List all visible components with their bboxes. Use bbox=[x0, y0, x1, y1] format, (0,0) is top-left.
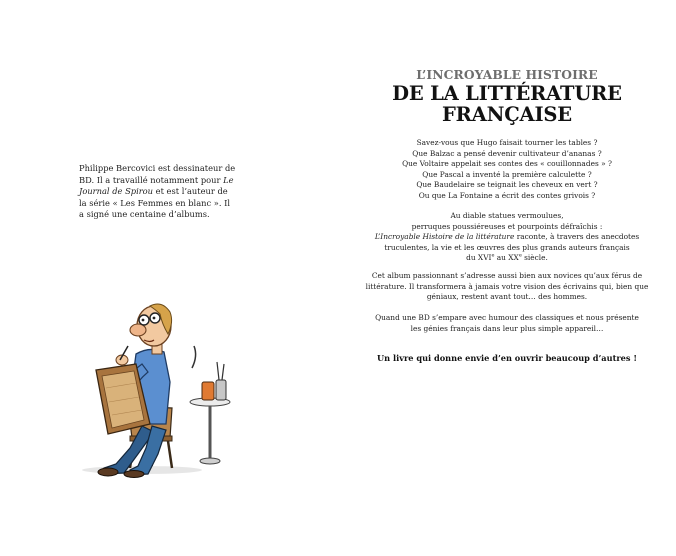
para2-line-4: truculentes, la vie et les œuvres des plus grands auteurs français bbox=[384, 242, 630, 252]
para3-line: littérature. Il transformera à jamais votre vision des écrivains qui, bien que bbox=[365, 281, 649, 291]
title-kicker: L’INCROYABLE HISTOIRE bbox=[416, 67, 598, 82]
tagline: Un livre qui donne envie d’en ouvrir beaucoup d’autres ! bbox=[377, 353, 637, 363]
title-line-1: DE LA LITTÉRATURE bbox=[392, 82, 622, 105]
question-line: Que Balzac a pensé devenir cultivateur d’ananas ? bbox=[412, 148, 602, 158]
century-sup-1: e bbox=[491, 252, 495, 259]
para2-line-5 bbox=[338, 253, 676, 264]
blurb-paragraph-3 bbox=[338, 271, 676, 303]
blurb-paragraph-4 bbox=[338, 313, 676, 334]
century-sup-2: e bbox=[518, 252, 522, 259]
para4-line: Quand une BD s’empare avec humour des classiques et nous présente bbox=[375, 313, 639, 322]
question-line: Que Pascal a inventé la première calculette ? bbox=[422, 169, 592, 179]
bio-text-1: Philippe Bercovici est dessinateur de BD. Il a travaillé notamment pour bbox=[79, 163, 236, 185]
question-line: Ou que La Fontaine a écrit des contes grivois ? bbox=[418, 190, 596, 200]
bio-text-2: et est l’auteur de la série « Les Femmes en blanc ». Il a signé une centaine d’albums. bbox=[79, 186, 231, 220]
century-suffix: siècle. bbox=[521, 253, 548, 263]
para2-line-3 bbox=[338, 232, 676, 243]
book-title: L’Incroyable Histoire de la littérature bbox=[374, 232, 515, 242]
para3-line: géniaux, restent avant tout… des hommes. bbox=[426, 292, 588, 302]
blurb-paragraph-2 bbox=[338, 211, 676, 264]
question-line: Que Baudelaire se teignait les cheveux en vert ? bbox=[416, 180, 598, 190]
para2-line-1: Au diable statues vermoulues, bbox=[450, 211, 564, 220]
blurb-questions bbox=[338, 138, 676, 202]
para2-line-2: perruques poussiéreuses et pourpoints défraîchis : bbox=[411, 221, 603, 231]
para3-line: Cet album passionnant s’adresse aussi bien aux novices qu’aux férus de bbox=[371, 271, 643, 280]
right-page bbox=[338, 0, 676, 556]
question-line: Savez-vous que Hugo faisait tourner les tables ? bbox=[416, 138, 598, 147]
cartoonist-illustration bbox=[72, 298, 234, 478]
question-line: Que Voltaire appelait ses contes des « couillonnades » ? bbox=[402, 159, 612, 169]
para2-line-3-rest: raconte, à travers des anecdotes bbox=[516, 232, 640, 242]
century-start: du XVI bbox=[466, 253, 492, 263]
bio-journal-title: Le Journal de Spirou bbox=[79, 174, 234, 197]
para4-line: les génies français dans leur plus simple appareil… bbox=[410, 323, 604, 333]
title-line-2: FRANÇAISE bbox=[442, 103, 572, 126]
century-end: au XX bbox=[494, 253, 519, 263]
author-bio bbox=[79, 163, 237, 221]
